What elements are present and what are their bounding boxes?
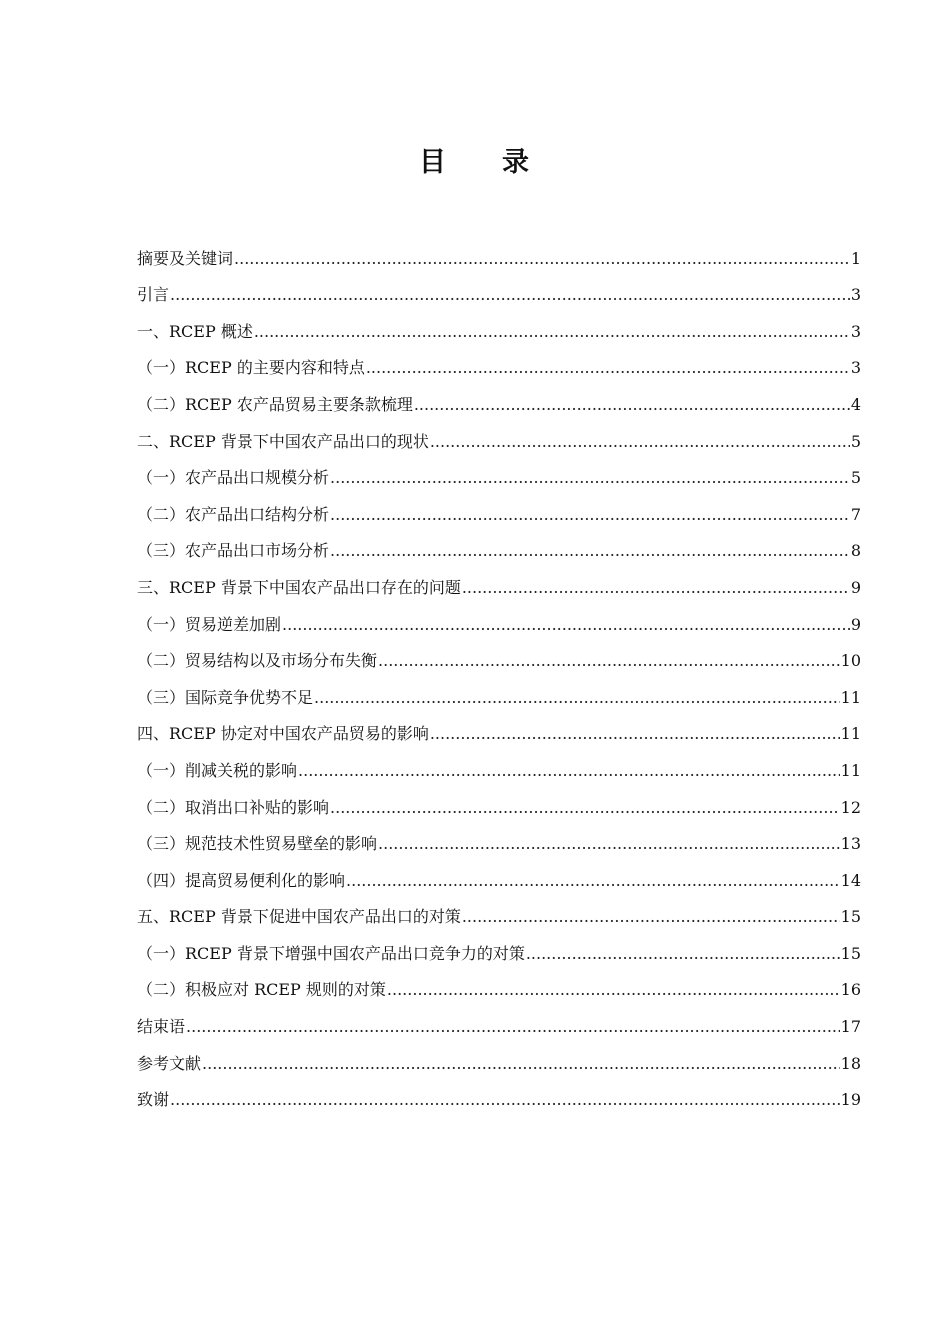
- toc-entry-label: （一）削减关税的影响: [137, 760, 298, 780]
- toc-entry[interactable]: [137, 671, 861, 708]
- toc-entry-label: （三）规范技术性贸易壁垒的影响: [137, 834, 378, 854]
- toc-title: [0, 140, 950, 179]
- toc-entry[interactable]: [137, 854, 861, 891]
- toc-dot-leader: [462, 578, 850, 598]
- toc-entry-label: 引言: [137, 285, 170, 305]
- toc-entry-label: （一）RCEP 背景下增强中国农产品出口竞争力的对策: [137, 943, 525, 963]
- toc-entry-page-number: 7: [850, 504, 861, 524]
- toc-entry-label: （三）国际竞争优势不足: [137, 687, 314, 707]
- toc-entry[interactable]: [137, 818, 861, 855]
- toc-entry-page-number: 18: [840, 1053, 861, 1073]
- toc-entry-page-number: 19: [840, 1090, 861, 1110]
- toc-dot-leader: [330, 798, 840, 818]
- toc-list: [137, 232, 861, 1110]
- toc-entry-label: 一、RCEP 概述: [137, 321, 253, 341]
- toc-entry-label: （二）RCEP 农产品贸易主要条款梳理: [137, 394, 413, 414]
- toc-dot-leader: [282, 615, 850, 635]
- toc-dot-leader: [254, 322, 850, 342]
- toc-entry-label: 二、RCEP 背景下中国农产品出口的现状: [137, 431, 429, 451]
- toc-entry-page-number: 3: [850, 358, 861, 378]
- toc-entry-page-number: 13: [840, 834, 861, 854]
- toc-entry[interactable]: [137, 891, 861, 928]
- toc-title-char-1: 目: [419, 147, 448, 178]
- toc-entry-page-number: 5: [850, 468, 861, 488]
- toc-dot-leader: [387, 980, 840, 1000]
- toc-entry-page-number: 1: [850, 248, 861, 268]
- toc-dot-leader: [414, 395, 850, 415]
- toc-entry[interactable]: [137, 598, 861, 635]
- toc-entry[interactable]: [137, 232, 861, 269]
- toc-entry-page-number: 10: [840, 651, 861, 671]
- toc-entry[interactable]: [137, 415, 861, 452]
- toc-entry-page-number: 3: [850, 321, 861, 341]
- toc-entry-page-number: 14: [840, 870, 861, 890]
- toc-dot-leader: [234, 249, 850, 269]
- toc-entry-page-number: 15: [840, 943, 861, 963]
- toc-entry[interactable]: [137, 488, 861, 525]
- toc-entry-page-number: 16: [840, 980, 861, 1000]
- toc-entry[interactable]: [137, 525, 861, 562]
- toc-entry[interactable]: [137, 964, 861, 1001]
- toc-dot-leader: [330, 468, 850, 488]
- toc-entry-label: （二）农产品出口结构分析: [137, 504, 330, 524]
- toc-dot-leader: [186, 1017, 840, 1037]
- toc-entry[interactable]: [137, 269, 861, 306]
- toc-entry-label: 四、RCEP 协定对中国农产品贸易的影响: [137, 724, 429, 744]
- toc-entry-label: （一）农产品出口规模分析: [137, 468, 330, 488]
- toc-dot-leader: [170, 285, 850, 305]
- toc-entry-page-number: 11: [840, 760, 861, 780]
- toc-entry-label: （三）农产品出口市场分析: [137, 541, 330, 561]
- toc-entry[interactable]: [137, 378, 861, 415]
- toc-entry-page-number: 9: [850, 577, 861, 597]
- toc-dot-leader: [298, 761, 840, 781]
- toc-dot-leader: [430, 432, 850, 452]
- toc-dot-leader: [378, 651, 840, 671]
- toc-entry-page-number: 4: [850, 394, 861, 414]
- toc-entry-page-number: 15: [840, 907, 861, 927]
- toc-entry[interactable]: [137, 744, 861, 781]
- toc-entry-page-number: 11: [840, 687, 861, 707]
- toc-entry-label: 参考文献: [137, 1053, 202, 1073]
- toc-entry-label: （二）取消出口补贴的影响: [137, 797, 330, 817]
- toc-dot-leader: [378, 834, 840, 854]
- toc-entry[interactable]: [137, 305, 861, 342]
- toc-entry-page-number: 11: [840, 724, 861, 744]
- toc-entry[interactable]: [137, 1037, 861, 1074]
- toc-entry-label: 摘要及关键词: [137, 248, 234, 268]
- toc-dot-leader: [526, 944, 840, 964]
- toc-entry-label: （二）积极应对 RCEP 规则的对策: [137, 980, 386, 1000]
- toc-dot-leader: [430, 724, 840, 744]
- toc-entry[interactable]: [137, 1000, 861, 1037]
- toc-dot-leader: [330, 505, 850, 525]
- toc-entry[interactable]: [137, 927, 861, 964]
- toc-entry[interactable]: [137, 452, 861, 489]
- toc-entry[interactable]: [137, 781, 861, 818]
- toc-entry[interactable]: [137, 635, 861, 672]
- toc-entry-page-number: 8: [850, 541, 861, 561]
- toc-entry[interactable]: [137, 708, 861, 745]
- toc-entry-label: （一）贸易逆差加剧: [137, 614, 282, 634]
- toc-entry-label: 致谢: [137, 1090, 170, 1110]
- toc-entry-label: （二）贸易结构以及市场分布失衡: [137, 651, 378, 671]
- toc-entry-page-number: 12: [840, 797, 861, 817]
- toc-entry-label: 五、RCEP 背景下促进中国农产品出口的对策: [137, 907, 461, 927]
- toc-dot-leader: [170, 1090, 840, 1110]
- toc-dot-leader: [314, 688, 840, 708]
- toc-dot-leader: [330, 541, 850, 561]
- toc-entry-label: （四）提高贸易便利化的影响: [137, 870, 346, 890]
- toc-entry-label: 结束语: [137, 1017, 186, 1037]
- toc-entry-page-number: 3: [850, 285, 861, 305]
- toc-entry[interactable]: [137, 342, 861, 379]
- toc-title-char-2: 录: [502, 147, 531, 178]
- toc-entry[interactable]: [137, 561, 861, 598]
- toc-dot-leader: [202, 1054, 840, 1074]
- toc-entry-page-number: 5: [850, 431, 861, 451]
- toc-entry-label: 三、RCEP 背景下中国农产品出口存在的问题: [137, 577, 461, 597]
- toc-entry-page-number: 17: [840, 1017, 861, 1037]
- toc-dot-leader: [366, 358, 850, 378]
- toc-dot-leader: [346, 871, 840, 891]
- toc-dot-leader: [462, 907, 840, 927]
- toc-entry-label: （一）RCEP 的主要内容和特点: [137, 358, 365, 378]
- toc-entry-page-number: 9: [850, 614, 861, 634]
- toc-entry[interactable]: [137, 1074, 861, 1111]
